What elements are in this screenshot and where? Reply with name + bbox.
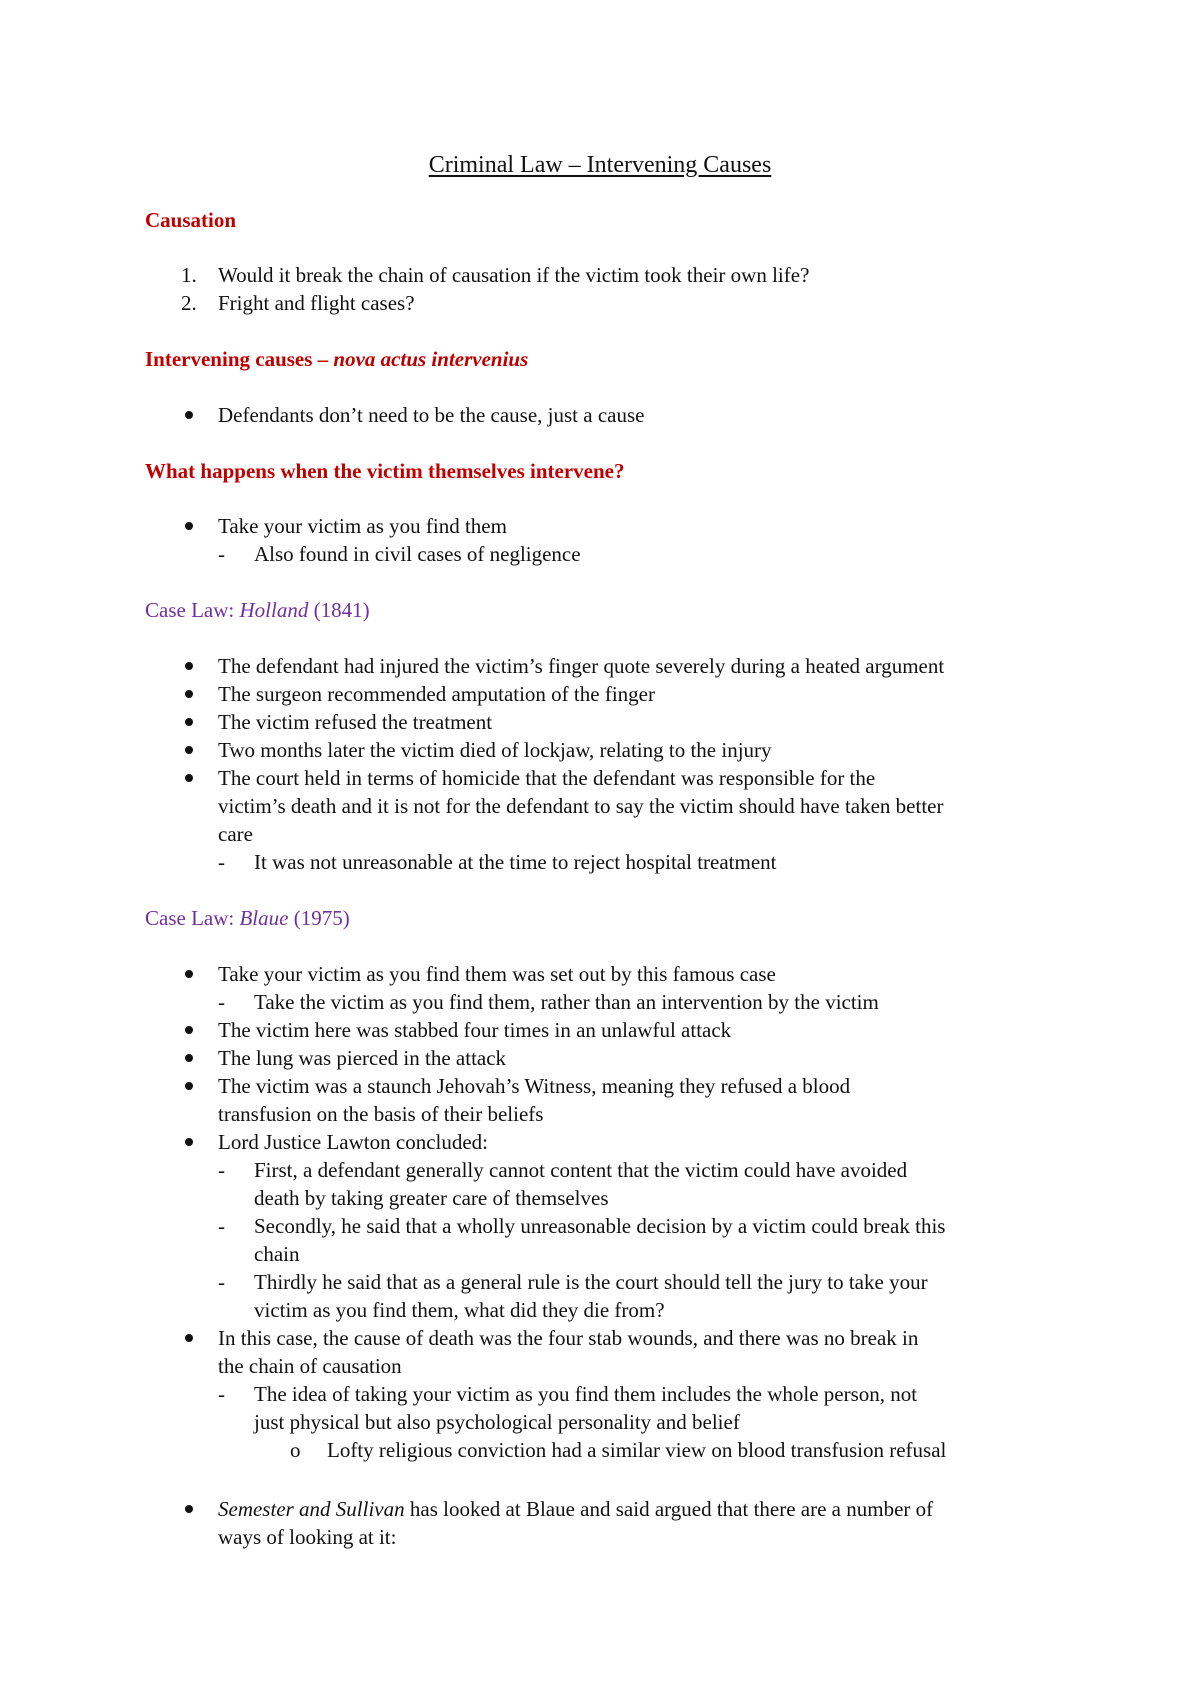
dash-item xyxy=(218,988,879,1016)
dash-item xyxy=(218,540,581,568)
item-text: In this case, the cause of death was the four stab wounds, and there was no break in xyxy=(218,1326,919,1350)
bullet-icon xyxy=(185,662,193,670)
item-text: Lord Justice Lawton concluded: xyxy=(218,1130,489,1154)
case-heading-blaue xyxy=(145,904,350,932)
bullet-icon xyxy=(185,746,193,754)
dash-item xyxy=(218,1212,946,1240)
heading-text: Intervening causes – xyxy=(145,347,334,371)
numbered-item-2 xyxy=(181,289,415,317)
sub-sub-item xyxy=(290,1436,947,1464)
bullet-icon xyxy=(185,690,193,698)
item-text: The lung was pierced in the attack xyxy=(218,1046,507,1070)
item-text: Secondly, he said that a wholly unreasonable decision by a victim could break this xyxy=(254,1214,946,1238)
bullet-icon xyxy=(185,1138,193,1146)
item-text: Take the victim as you find them, rather than an intervention by the victim xyxy=(254,990,879,1014)
author-names: Semester and Sullivan xyxy=(218,1497,405,1521)
dash-marker: - xyxy=(218,990,225,1014)
bullet-icon xyxy=(185,522,193,530)
numbered-item-1 xyxy=(181,261,810,289)
item-text: Two months later the victim died of lockjaw, relating to the injury xyxy=(218,738,772,762)
bullet-icon xyxy=(185,1054,193,1062)
dash-item xyxy=(218,1156,908,1184)
bullet-icon xyxy=(185,1026,193,1034)
bullet-icon xyxy=(185,970,193,978)
case-name: Blaue xyxy=(239,906,289,930)
bullet-item xyxy=(218,1016,731,1044)
continuation-line: transfusion on the basis of their beliefs xyxy=(218,1102,544,1126)
bullet-item xyxy=(218,1495,933,1523)
case-year: (1841) xyxy=(308,598,370,622)
heading-causation: Causation xyxy=(145,208,237,232)
bullet-item xyxy=(218,1128,488,1156)
item-text: Take your victim as you find them was set out by this famous case xyxy=(218,962,776,986)
dash-marker: - xyxy=(218,1158,225,1182)
item-text: It was not unreasonable at the time to reject hospital treatment xyxy=(254,850,777,874)
dash-item xyxy=(218,1380,918,1408)
bullet-icon xyxy=(185,774,193,782)
dash-item xyxy=(218,1268,928,1296)
bullet-item xyxy=(218,401,644,429)
continuation-line: death by taking greater care of themselves xyxy=(254,1186,609,1210)
item-text: The victim was a staunch Jehovah’s Witness, meaning they refused a blood xyxy=(218,1074,851,1098)
continuation-line: the chain of causation xyxy=(218,1354,402,1378)
bullet-icon xyxy=(185,718,193,726)
item-text: The court held in terms of homicide that the defendant was responsible for the xyxy=(218,766,876,790)
continuation-line: care xyxy=(218,822,253,846)
dash-marker: - xyxy=(218,1270,225,1294)
item-text: Lofty religious conviction had a similar view on blood transfusion refusal xyxy=(327,1438,947,1462)
case-label: Case Law: xyxy=(145,906,240,930)
bullet-item xyxy=(218,1044,506,1072)
item-text: Defendants don’t need to be the cause, just a cause xyxy=(218,403,645,427)
dash-marker: - xyxy=(218,542,225,566)
case-heading-holland xyxy=(145,596,370,624)
item-number: 1. xyxy=(181,263,197,287)
heading-latin-term: nova actus intervenius xyxy=(333,347,529,371)
item-text: has looked at Blaue and said argued that there are a number of xyxy=(404,1497,934,1521)
item-text: Would it break the chain of causation if the victim took their own life? xyxy=(218,263,810,287)
item-text: Thirdly he said that as a general rule is the court should tell the jury to take your xyxy=(254,1270,928,1294)
bullet-item xyxy=(218,680,655,708)
continuation-line: just physical but also psychological personality and belief xyxy=(254,1410,740,1434)
heading-intervening-causes xyxy=(145,345,528,373)
continuation-line: victim’s death and it is not for the defendant to say the victim should have taken better xyxy=(218,794,944,818)
item-text: The surgeon recommended amputation of the finger xyxy=(218,682,655,706)
heading-victim-intervene: What happens when the victim themselves intervene? xyxy=(145,459,625,483)
bullet-item xyxy=(218,960,776,988)
item-text: Also found in civil cases of negligence xyxy=(254,542,581,566)
dash-marker: - xyxy=(218,850,225,874)
item-text: The defendant had injured the victim’s finger quote severely during a heated argument xyxy=(218,654,945,678)
case-name: Holland xyxy=(239,598,309,622)
dash-item xyxy=(218,848,777,876)
item-text: The victim here was stabbed four times in an unlawful attack xyxy=(218,1018,732,1042)
bullet-item xyxy=(218,764,875,792)
bullet-item xyxy=(218,1072,850,1100)
continuation-line: ways of looking at it: xyxy=(218,1525,397,1549)
case-label: Case Law: xyxy=(145,598,240,622)
page-title: Criminal Law – Intervening Causes xyxy=(428,152,772,178)
bullet-icon xyxy=(185,1505,193,1513)
dash-marker: - xyxy=(218,1214,225,1238)
dash-marker: - xyxy=(218,1382,225,1406)
bullet-icon xyxy=(185,1334,193,1342)
item-text: The victim refused the treatment xyxy=(218,710,493,734)
circle-marker: o xyxy=(290,1438,301,1462)
bullet-item xyxy=(218,1324,918,1352)
bullet-item xyxy=(218,512,507,540)
bullet-item xyxy=(218,736,772,764)
bullet-icon xyxy=(185,1082,193,1090)
item-text: The idea of taking your victim as you find them includes the whole person, not xyxy=(254,1382,918,1406)
continuation-line: chain xyxy=(254,1242,300,1266)
continuation-line: victim as you find them, what did they die from? xyxy=(254,1298,665,1322)
bullet-item xyxy=(218,652,944,680)
bullet-icon xyxy=(185,411,193,419)
item-text: First, a defendant generally cannot content that the victim could have avoided xyxy=(254,1158,908,1182)
item-number: 2. xyxy=(181,291,197,315)
case-year: (1975) xyxy=(288,906,350,930)
item-text: Take your victim as you find them xyxy=(218,514,507,538)
bullet-item xyxy=(218,708,492,736)
item-text: Fright and flight cases? xyxy=(218,291,415,315)
